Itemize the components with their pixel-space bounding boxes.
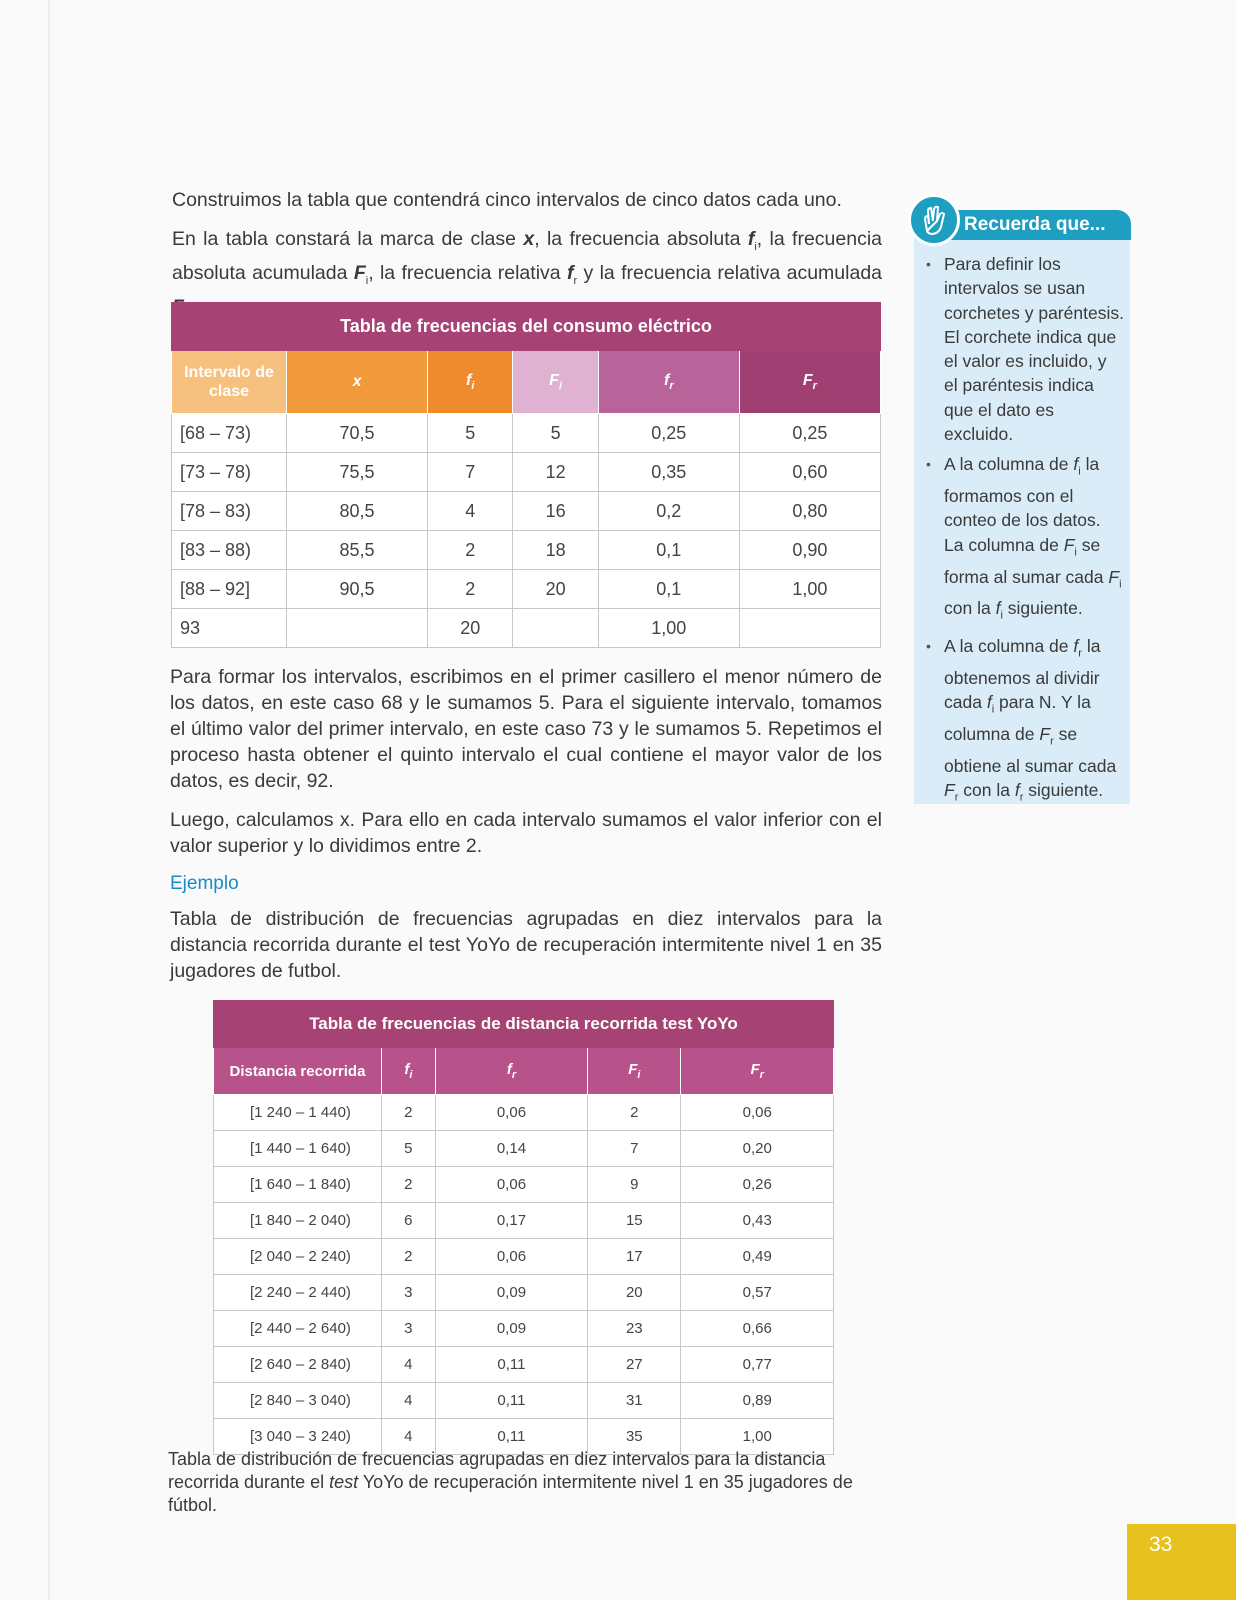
list-item: • A la columna de $f_i$ la formamos con el conteo de los datos. La columna de $F_i$ se forma al sumar cada $F_i$ con la $f_i$ siguiente. [924, 452, 1124, 628]
table-cell: 3 [382, 1275, 436, 1311]
table-cell: 0,77 [681, 1347, 834, 1383]
table-row [172, 570, 881, 609]
table-cell: 0,06 [435, 1239, 588, 1275]
table-cell: 85,5 [287, 531, 428, 570]
table-cell: 75,5 [287, 453, 428, 492]
table-row [214, 1311, 834, 1347]
page-binding-shadow [48, 0, 50, 1600]
table-cell: 1,00 [681, 1419, 834, 1455]
table1-header-Fr: $F_r$ [739, 351, 880, 414]
sidebar-list [924, 252, 1124, 816]
table-cell: [2 640 – 2 840) [214, 1347, 382, 1383]
table-cell: 18 [513, 531, 598, 570]
table-cell: 5 [513, 414, 598, 453]
table-cell: 12 [513, 453, 598, 492]
table-cell: [68 – 73) [172, 414, 287, 453]
intro-line-1: Construimos la tabla que contendrá cinco intervalos de cinco datos cada uno. [172, 189, 842, 211]
table-cell: 0,25 [598, 414, 739, 453]
table-cell: [1 840 – 2 040) [214, 1203, 382, 1239]
table-cell: 0,1 [598, 531, 739, 570]
table-row [214, 1203, 834, 1239]
table-cell: [2 240 – 2 440) [214, 1275, 382, 1311]
table2-header-fr: $f_r$ [435, 1048, 588, 1095]
paragraph-intervals: Para formar los intervalos, escribimos en el primer casillero el menor número de los datos, en este caso 68 y le sumamos 5. Para el siguiente intervalo, tomamos el último valor del primer intervalo, en este caso 73 y le sumamos 5. Repetimos el proceso hasta obtener el quinto intervalo el cual contiene el mayor valor de los datos, es decir, 92. [170, 666, 882, 792]
table-row [214, 1239, 834, 1275]
table-cell: 0,1 [598, 570, 739, 609]
table-cell: 1,00 [739, 570, 880, 609]
table-cell: 0,43 [681, 1203, 834, 1239]
table-cell: 2 [382, 1095, 436, 1131]
table-cell: 0,89 [681, 1383, 834, 1419]
table-cell: 20 [513, 570, 598, 609]
table-row [172, 609, 881, 648]
table-cell: 4 [382, 1419, 436, 1455]
table-row [214, 1131, 834, 1167]
table-cell: 4 [382, 1347, 436, 1383]
table-cell: [78 – 83) [172, 492, 287, 531]
table-cell: 0,60 [739, 453, 880, 492]
table-cell: 2 [382, 1239, 436, 1275]
table1-caption: Tabla de frecuencias del consumo eléctrico [172, 303, 881, 351]
table-cell: 0,20 [681, 1131, 834, 1167]
table-cell [739, 609, 880, 648]
paragraph-example: Tabla de distribución de frecuencias agrupadas en diez intervalos para la distancia recorrida durante el test YoYo de recuperación intermitente nivel 1 en 35 jugadores de futbol. [170, 908, 882, 982]
table1-header-fi: $f_i$ [428, 351, 513, 414]
table-cell: 4 [382, 1383, 436, 1419]
table-cell: 0,49 [681, 1239, 834, 1275]
intro-line-2: En la tabla constará la marca de clase x, la frecuencia absoluta $f_i$, la frecuencia absoluta acumulada $F_i$, la frecuencia relativa $f_r$ y la frecuencia relativa acumulada [172, 228, 883, 287]
table-cell: 0,2 [598, 492, 739, 531]
table-cell: 93 [172, 609, 287, 648]
table-row [214, 1167, 834, 1203]
table-cell: [1 240 – 1 440) [214, 1095, 382, 1131]
table-cell: [73 – 78) [172, 453, 287, 492]
frequency-table-yoyo [213, 1000, 834, 1455]
table-cell: 0,06 [435, 1095, 588, 1131]
table-cell: 0,90 [739, 531, 880, 570]
table-cell: 20 [428, 609, 513, 648]
frequency-table-electric [171, 302, 881, 648]
list-item: • Para definir los intervalos se usan corchetes y paréntesis. El corchete indica que el valor es incluido, y el paréntesis indica que el dato es excluido. [924, 252, 1124, 446]
table-cell: 0,17 [435, 1203, 588, 1239]
table-row [214, 1095, 834, 1131]
crossed-fingers-icon [908, 194, 960, 246]
table-cell: 0,26 [681, 1167, 834, 1203]
table2-header-distance: Distancia recorrida [214, 1048, 382, 1095]
table-cell: 4 [428, 492, 513, 531]
table-cell: 20 [588, 1275, 681, 1311]
table-cell: 0,57 [681, 1275, 834, 1311]
table-cell: [1 440 – 1 640) [214, 1131, 382, 1167]
table-cell: [3 040 – 3 240) [214, 1419, 382, 1455]
table-cell: 0,80 [739, 492, 880, 531]
table-cell: 80,5 [287, 492, 428, 531]
table-cell: 9 [588, 1167, 681, 1203]
table-cell: 17 [588, 1239, 681, 1275]
table-cell [287, 609, 428, 648]
table-cell: 6 [382, 1203, 436, 1239]
table-cell: 2 [428, 570, 513, 609]
table-cell: 5 [382, 1131, 436, 1167]
table-cell: 2 [588, 1095, 681, 1131]
table-cell: 7 [428, 453, 513, 492]
table1-header-x: x [287, 351, 428, 414]
table-cell: 0,09 [435, 1275, 588, 1311]
table-cell: 2 [382, 1167, 436, 1203]
table-cell: 16 [513, 492, 598, 531]
table-cell: 0,11 [435, 1419, 588, 1455]
table-cell: 0,11 [435, 1383, 588, 1419]
table-cell: [1 640 – 1 840) [214, 1167, 382, 1203]
table2-header-Fi: $F_i$ [588, 1048, 681, 1095]
table-cell: [2 440 – 2 640) [214, 1311, 382, 1347]
table-row [172, 453, 881, 492]
table-cell: 0,35 [598, 453, 739, 492]
paragraph-class-mark: Luego, calculamos x. Para ello en cada intervalo sumamos el valor inferior con el valor superior y lo dividimos entre 2. [170, 809, 882, 857]
table1-header-interval: Intervalo de clase [172, 351, 287, 414]
table-cell: [2 840 – 3 040) [214, 1383, 382, 1419]
table-cell: 0,66 [681, 1311, 834, 1347]
table1-header-fr: $f_r$ [598, 351, 739, 414]
table1-header-Fi: $F_i$ [513, 351, 598, 414]
table-cell: 5 [428, 414, 513, 453]
crossed-fingers-icon-svg [911, 197, 957, 243]
table-cell: 90,5 [287, 570, 428, 609]
table2-header-Fr: $F_r$ [681, 1048, 834, 1095]
table-cell: 0,14 [435, 1131, 588, 1167]
table-cell: 0,09 [435, 1311, 588, 1347]
table-row [214, 1347, 834, 1383]
table-cell: 1,00 [598, 609, 739, 648]
table-cell: 0,11 [435, 1347, 588, 1383]
table-cell [513, 609, 598, 648]
table-row [172, 414, 881, 453]
table-row [172, 531, 881, 570]
sidebar-title: Recuerda que... [938, 210, 1131, 240]
table-cell: 35 [588, 1419, 681, 1455]
table-cell: 70,5 [287, 414, 428, 453]
table-cell: 0,06 [681, 1095, 834, 1131]
example-heading: Ejemplo [170, 873, 239, 894]
table-cell: 23 [588, 1311, 681, 1347]
table-cell: [88 – 92] [172, 570, 287, 609]
table-cell: [2 040 – 2 240) [214, 1239, 382, 1275]
table-row [214, 1275, 834, 1311]
table2-footnote: Tabla de distribución de frecuencias agrupadas en diez intervalos para la distancia recorrida durante el test YoYo de recuperación intermitente nivel 1 en 35 jugadores de fútbol. [168, 1449, 853, 1515]
table-cell: 15 [588, 1203, 681, 1239]
table-row [172, 492, 881, 531]
table-row [214, 1383, 834, 1419]
table-cell: 31 [588, 1383, 681, 1419]
page-number: 33 [1127, 1524, 1236, 1600]
table-cell: [83 – 88) [172, 531, 287, 570]
table-cell: 2 [428, 531, 513, 570]
table-cell: 0,06 [435, 1167, 588, 1203]
list-item: • A la columna de $f_r$ la obtenemos al dividir cada $f_i$ para N. Y la columna de $F_r$ se obtiene al sumar cada $F_r$ con la $f_r$ siguiente. [924, 634, 1124, 810]
table-cell: 27 [588, 1347, 681, 1383]
table2-caption: Tabla de frecuencias de distancia recorrida test YoYo [214, 1001, 834, 1048]
table-cell: 3 [382, 1311, 436, 1347]
table-cell: 7 [588, 1131, 681, 1167]
table-cell: 0,25 [739, 414, 880, 453]
table2-header-fi: $f_i$ [382, 1048, 436, 1095]
